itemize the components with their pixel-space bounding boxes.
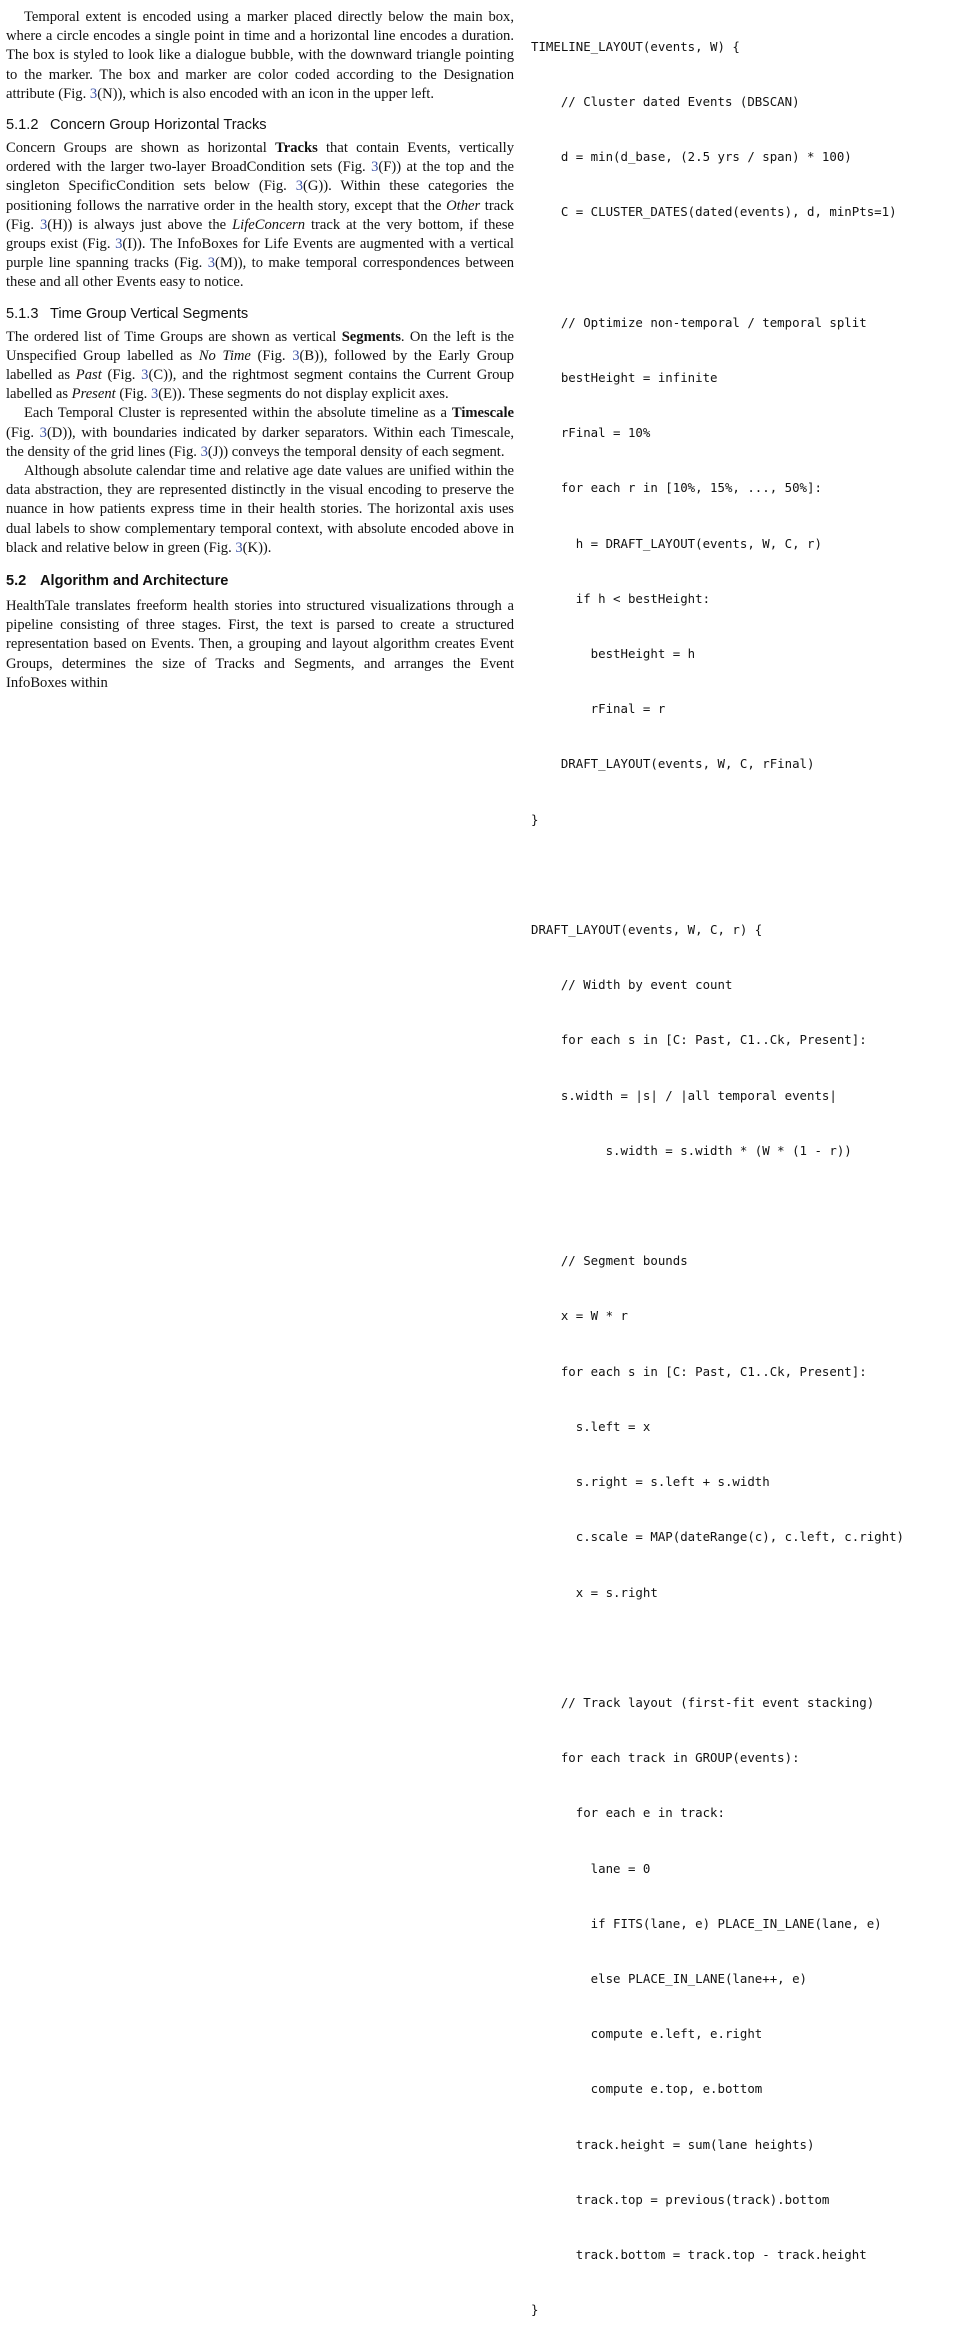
section-number: 5.1.3 [6, 305, 39, 322]
code-line: for each e in track: [531, 1805, 725, 1821]
figure-ref-link[interactable]: 3 [115, 236, 123, 253]
text: (J)) conveys the temporal density of each segment. [207, 443, 505, 460]
left-text-column [6, 8, 514, 693]
subsection-heading-5-1-2 [6, 116, 514, 135]
figure-ref-link[interactable]: 3 [295, 178, 303, 195]
figure-ref-link[interactable]: 3 [371, 159, 379, 176]
paragraph-dual-labels [6, 462, 514, 558]
paragraph-time-groups [6, 328, 514, 405]
paragraph-timescale [6, 404, 514, 462]
text: track at the very bottom, if these groups exist (Fig. [6, 216, 515, 253]
figure-ref-link[interactable]: 3 [39, 216, 48, 233]
figure-ref-link[interactable]: 3 [207, 255, 216, 272]
text: (E)). These segments do not display explicit axes. [158, 386, 449, 403]
figure-ref-link[interactable]: 3 [39, 424, 47, 441]
code-line [531, 259, 951, 277]
text: (D)), with boundaries indicated by darker separators. Within each Timescale, the density of the grid lines (Fig. [6, 424, 514, 460]
text: Each Temporal Cluster is represented within the absolute timeline as a [24, 405, 452, 422]
code-line: } [531, 2302, 539, 2318]
italic-term: Other [446, 197, 481, 214]
code-line: // Segment bounds [531, 1253, 688, 1269]
figure-ref-link[interactable]: 3 [141, 367, 149, 384]
code-line: c.scale = MAP(dateRange(c), c.left, c.right) [531, 1529, 904, 1545]
text: (Fig. [250, 347, 293, 364]
code-line: rFinal = r [531, 701, 666, 717]
text: Although absolute calendar time and relative age date values are unified within the data abstraction, they are represented distinctly in the visual encoding to preserve the nuance in how patients express time in their health stories. The horizontal axis uses dual labels to show complementary temporal context, with absolute encoded above in black and relative below in green (Fig. [6, 463, 514, 556]
text: (H)) is always just above the [47, 216, 233, 233]
code-line [531, 1197, 951, 1215]
code-line: TIMELINE_LAYOUT(events, W) { [531, 38, 740, 54]
text: that contain Events, vertically ordered with the larger two-layer BroadCondition sets (Fig. [6, 140, 515, 176]
code-line: d = min(d_base, (2.5 yrs / span) * 100) [531, 149, 852, 165]
code-line: // Optimize non-temporal / temporal split [531, 314, 867, 330]
section-heading-5-2 [6, 572, 514, 591]
code-line [531, 1639, 951, 1657]
italic-term: No Time [198, 347, 251, 364]
section-number: 5.2 [6, 573, 27, 590]
italic-term: Present [71, 386, 116, 403]
code-line: C = CLUSTER_DATES(dated(events), d, minPts=1) [531, 204, 897, 220]
code-line: for each s in [C: Past, C1..Ck, Present]: [531, 1032, 867, 1048]
code-line: compute e.left, e.right [531, 2026, 763, 2042]
code-line: for each track in GROUP(events): [531, 1750, 800, 1766]
code-line: if h < bestHeight: [531, 590, 711, 606]
code-line: bestHeight = infinite [531, 370, 718, 386]
code-line: // Cluster dated Events (DBSCAN) [531, 94, 800, 110]
code-line: lane = 0 [531, 1860, 651, 1876]
code-line: x = W * r [531, 1308, 628, 1324]
code-line: s.left = x [531, 1418, 651, 1434]
code-line: DRAFT_LAYOUT(events, W, C, rFinal) [531, 756, 815, 772]
text: (N)), which is also encoded with an icon in the upper left. [97, 85, 434, 102]
code-line: s.width = s.width * (W * (1 - r)) [531, 1142, 852, 1158]
text: track (Fig. [6, 197, 514, 233]
figure-ref-link[interactable]: 3 [292, 347, 300, 364]
text: (I)). The InfoBoxes for Life Events are augmented with a vertical purple line spanning tracks (Fig. [6, 236, 514, 272]
code-line: else PLACE_IN_LANE(lane++, e) [531, 1970, 808, 1986]
code-line: track.bottom = track.top - track.height [531, 2246, 867, 2262]
bold-term: Tracks [275, 140, 318, 157]
code-line: for each r in [10%, 15%, ..., 50%]: [531, 480, 822, 496]
paragraph-temporal-extent [6, 8, 514, 104]
figure-ref-link[interactable]: 3 [150, 386, 159, 403]
section-title: Concern Group Horizontal Tracks [50, 117, 267, 134]
code-line: track.top = previous(track).bottom [531, 2191, 830, 2207]
paragraph-concern-groups [6, 139, 514, 293]
text: . On the left is the Unspecified Group labelled as [6, 328, 514, 364]
text: (G)). Within these categories the positioning follows the narrative order in the health story, except that the [6, 178, 514, 214]
code-line [531, 866, 951, 884]
pseudocode-listing [531, 1, 951, 2338]
text: The ordered list of Time Groups are shown as vertical [6, 328, 342, 345]
text: (M)), to make temporal correspondences between these and all other Events easy to notice. [6, 255, 514, 291]
italic-term: LifeConcern [232, 216, 306, 233]
code-line: } [531, 811, 539, 827]
code-line: DRAFT_LAYOUT(events, W, C, r) { [531, 922, 763, 938]
code-line: // Width by event count [531, 977, 733, 993]
subsection-heading-5-1-3 [6, 305, 514, 324]
code-line: h = DRAFT_LAYOUT(events, W, C, r) [531, 535, 822, 551]
code-line: compute e.top, e.bottom [531, 2081, 763, 2097]
code-line: if FITS(lane, e) PLACE_IN_LANE(lane, e) [531, 1915, 882, 1931]
text: (Fig. [115, 386, 151, 403]
paragraph-algorithm [6, 597, 514, 693]
code-line: for each s in [C: Past, C1..Ck, Present]: [531, 1363, 867, 1379]
code-line: x = s.right [531, 1584, 658, 1600]
section-title: Algorithm and Architecture [40, 573, 229, 590]
text: (Fig. [101, 367, 142, 384]
text: (Fig. [6, 424, 40, 441]
italic-term: Past [75, 367, 102, 384]
code-line: bestHeight = h [531, 646, 696, 662]
figure-ref-link[interactable]: 3 [235, 539, 243, 556]
section-title: Time Group Vertical Segments [50, 305, 249, 322]
figure-ref-link[interactable]: 3 [200, 443, 208, 460]
code-line: s.width = |s| / |all temporal events| [531, 1087, 837, 1103]
text: (C)), and the rightmost segment contains the Current Group labelled as [6, 367, 514, 403]
bold-term: Timescale [451, 405, 514, 422]
code-line: track.height = sum(lane heights) [531, 2136, 815, 2152]
text: (K)). [242, 539, 272, 556]
code-line: // Track layout (first-fit event stacking) [531, 1694, 875, 1710]
text: (B)), followed by the Early Group labelled as [6, 347, 514, 384]
code-line: rFinal = 10% [531, 425, 651, 441]
bold-term: Segments [341, 328, 401, 345]
text: HealthTale translates freeform health stories into structured visualizations through a pipeline consisting of three stages. First, the text is parsed to create a structured representation based on Events. Then, a grouping and layout algorithm creates Event Groups, determines the size of Tracks and Segments, and arranges the Event InfoBoxes within [6, 598, 514, 691]
text: Temporal extent is encoded using a marker placed directly below the main box, where a circle encodes a single point in time and a horizontal line encodes a duration. The box is styled to look like a dialogue bubble, with the downward triangle pointing to the marker. The box and marker are color coded according to the Designation attribute (Fig. [6, 9, 514, 102]
code-line: s.right = s.left + s.width [531, 1474, 770, 1490]
text: Concern Groups are shown as horizontal [6, 140, 276, 157]
section-number: 5.1.2 [6, 117, 39, 134]
text: (F)) at the top and the singleton SpecificCondition sets below (Fig. [6, 159, 514, 195]
figure-ref-link[interactable]: 3 [89, 85, 98, 102]
